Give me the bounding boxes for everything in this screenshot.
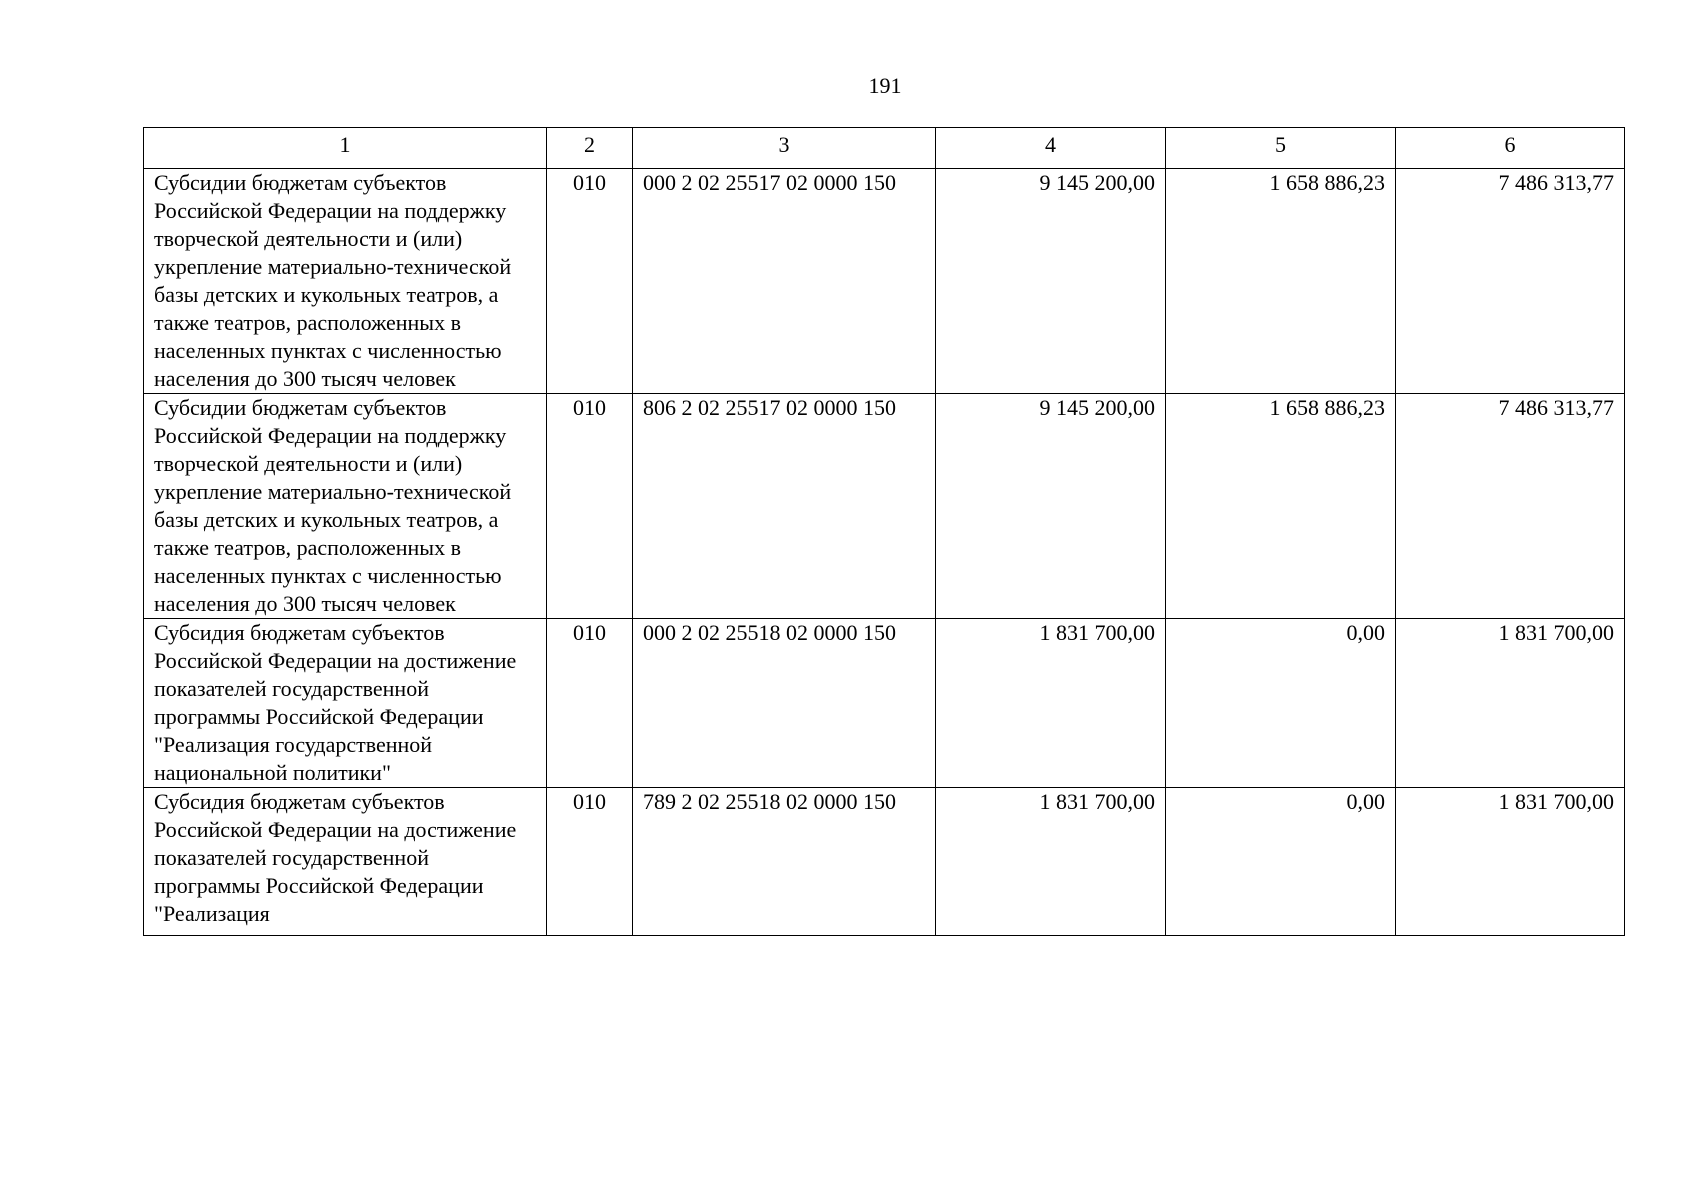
column-header-3: 3 (633, 128, 936, 169)
budget-code-cell: 806 2 02 25517 02 0000 150 (633, 394, 936, 619)
admin-code-cell: 010 (547, 394, 633, 619)
budget-code-cell: 000 2 02 25518 02 0000 150 (633, 619, 936, 788)
plan-amount-cell: 1 831 700,00 (936, 619, 1166, 788)
plan-amount-cell: 9 145 200,00 (936, 394, 1166, 619)
budget-table (143, 127, 1625, 936)
plan-amount-cell: 1 831 700,00 (936, 788, 1166, 936)
table-row (144, 788, 1625, 936)
budget-code-cell: 789 2 02 25518 02 0000 150 (633, 788, 936, 936)
actual-amount-cell: 1 658 886,23 (1166, 169, 1396, 394)
revenue-name-cell: Субсидии бюджетам субъектов Российской Федерации на поддержку творческой деятельности и (или) укрепление материально-технической базы детских и кукольных театров, а также театров, расположенных в населенных пунктах с численностью населения до 300 тысяч человек (144, 169, 547, 394)
budget-code-cell: 000 2 02 25517 02 0000 150 (633, 169, 936, 394)
admin-code-cell: 010 (547, 619, 633, 788)
admin-code-cell: 010 (547, 169, 633, 394)
table-row (144, 394, 1625, 619)
actual-amount-cell: 0,00 (1166, 619, 1396, 788)
header-row (144, 128, 1625, 169)
column-header-4: 4 (936, 128, 1166, 169)
remaining-amount-cell: 1 831 700,00 (1396, 788, 1625, 936)
table-row (144, 619, 1625, 788)
remaining-amount-cell: 7 486 313,77 (1396, 394, 1625, 619)
revenue-name-cell: Субсидии бюджетам субъектов Российской Федерации на поддержку творческой деятельности и (или) укрепление материально-технической базы детских и кукольных театров, а также театров, расположенных в населенных пунктах с численностью населения до 300 тысяч человек (144, 394, 547, 619)
admin-code-cell: 010 (547, 788, 633, 936)
revenue-name-cell: Субсидия бюджетам субъектов Российской Федерации на достижение показателей государственной программы Российской Федерации "Реализация (144, 788, 547, 936)
column-header-2: 2 (547, 128, 633, 169)
column-header-6: 6 (1396, 128, 1625, 169)
column-header-1: 1 (144, 128, 547, 169)
remaining-amount-cell: 7 486 313,77 (1396, 169, 1625, 394)
remaining-amount-cell: 1 831 700,00 (1396, 619, 1625, 788)
actual-amount-cell: 1 658 886,23 (1166, 394, 1396, 619)
table-row (144, 169, 1625, 394)
column-header-5: 5 (1166, 128, 1396, 169)
actual-amount-cell: 0,00 (1166, 788, 1396, 936)
page-number: 191 (868, 73, 902, 98)
revenue-name-cell: Субсидия бюджетам субъектов Российской Федерации на достижение показателей государственной программы Российской Федерации "Реализация государственной национальной политики" (144, 619, 547, 788)
plan-amount-cell: 9 145 200,00 (936, 169, 1166, 394)
